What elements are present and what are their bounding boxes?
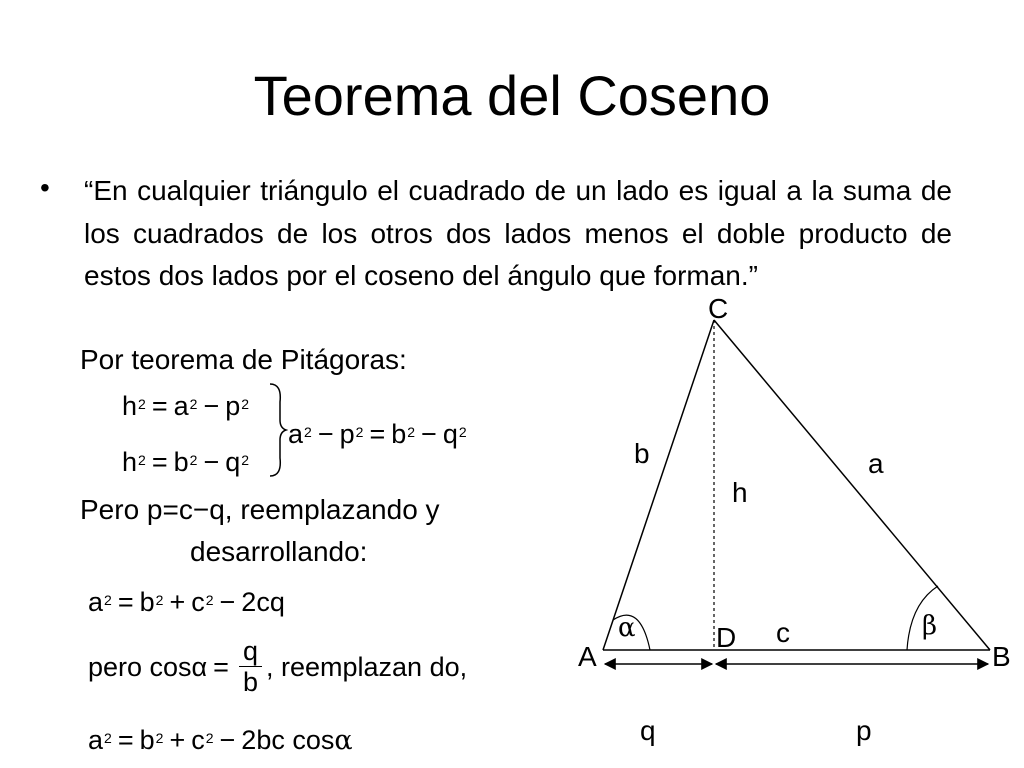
angle-alpha-label: α — [618, 613, 636, 643]
bullet-marker: • — [40, 172, 50, 203]
continuation-line-2: desarrollando: — [190, 536, 368, 567]
side-a-line — [714, 320, 990, 650]
pero-cos-prefix: pero cosα — [88, 651, 208, 682]
fraction-denominator: b — [242, 667, 258, 697]
side-c-label: c — [776, 617, 790, 648]
side-b-line — [603, 320, 714, 650]
equation-h2-a2-p2: $h^2 = a^2 - p^2$ — [122, 391, 250, 421]
vertex-c-label: C — [708, 293, 729, 324]
vertex-b-label: B — [992, 641, 1011, 672]
continuation-line-1: Pero p=c−q, reemplazando y — [80, 494, 440, 525]
pythagoras-intro: Por teorema de Pitágoras: — [80, 344, 407, 375]
equation-pero-cos: pero cosα = $\frac{q}{b}$ , reemplazan do, — [88, 636, 468, 697]
vertex-a-label: A — [578, 641, 597, 672]
segment-p-label: p — [856, 715, 872, 746]
theorem-statement: “En cualquier triángulo el cuadrado de un lado es igual a la suma de los cuadrados de los otros dos lados menos el doble producto de estos dos lados por el coseno del ángulo que forman.” — [84, 175, 952, 291]
equation-law-of-cosines: $a^2 = b^2 + c^2 - 2bc$ cosα — [88, 725, 353, 756]
equation-a2-expanded: $a^2 = b^2 + c^2 - 2cq$ — [88, 587, 285, 617]
pero-cos-suffix: , reemplazan do, — [265, 651, 468, 682]
side-b-label: b — [634, 438, 650, 469]
foot-d-label: D — [716, 622, 737, 653]
height-h-label: h — [732, 477, 748, 508]
equation-h2-b2-q2: $h^2 = b^2 - q^2$ — [122, 447, 250, 477]
slide-title: Teorema del Coseno — [253, 64, 771, 127]
side-a-label: a — [868, 448, 884, 479]
segment-q-label: q — [640, 715, 656, 746]
angle-beta-label: β — [922, 611, 938, 641]
fraction-numerator: q — [239, 636, 262, 667]
equation-combined: $a^2 - p^2 = b^2 - q^2$ — [288, 419, 467, 449]
